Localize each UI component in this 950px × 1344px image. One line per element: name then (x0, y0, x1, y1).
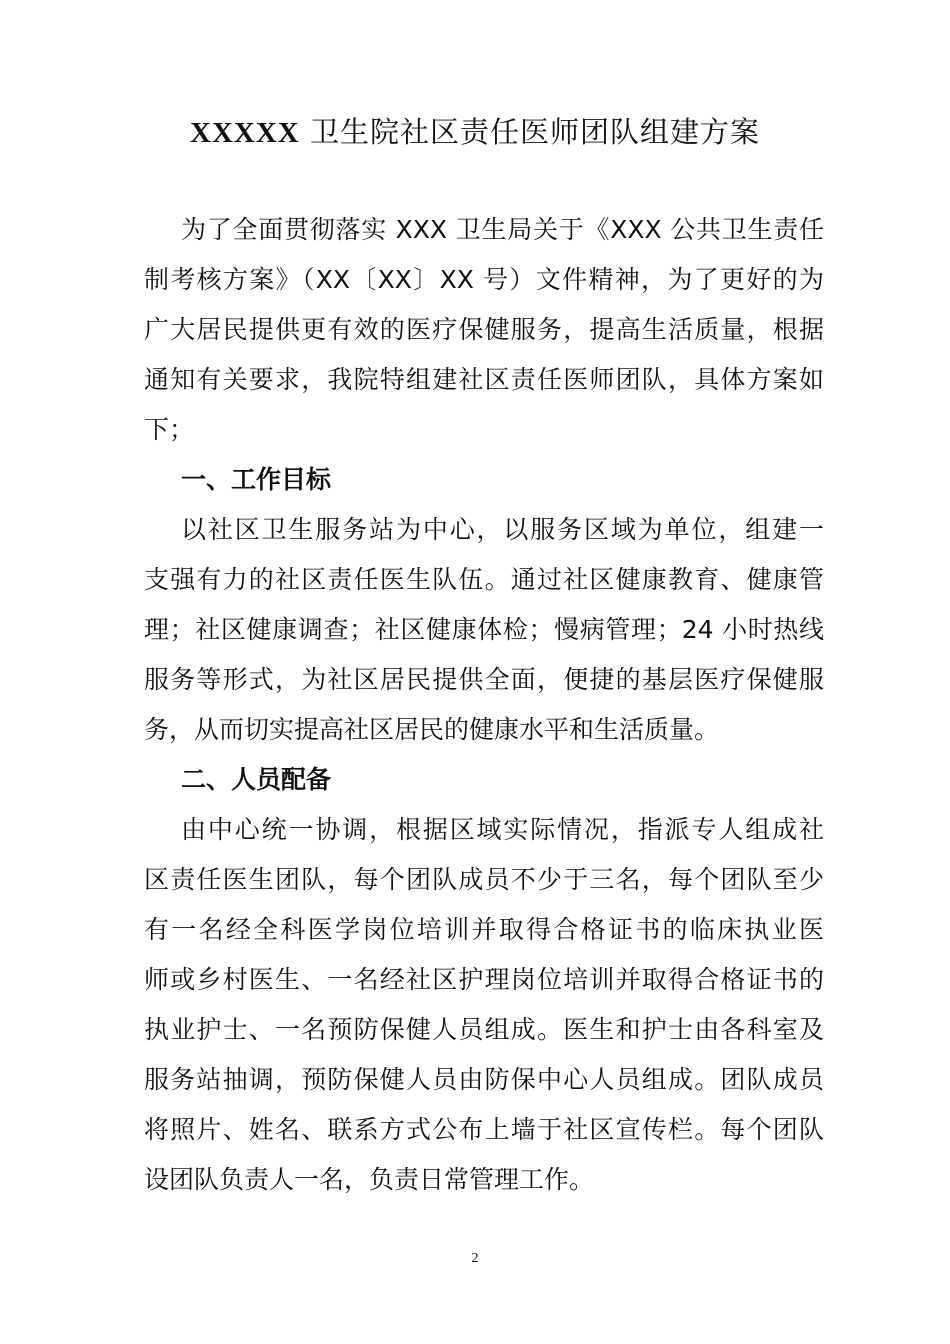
title-main: 卫生院社区责任医师团队组建方案 (309, 115, 760, 149)
section2-line: 设团队负责人一名，负责日常管理工作。 (144, 1165, 595, 1194)
section1-line: 理；社区健康调查；社区健康体检；慢病管理；24 小时热线 (144, 615, 824, 644)
section1-line: 以社区卫生服务站为中心，以服务区域为单位，组建一 (181, 515, 824, 544)
intro-line: 通知有关要求，我院特组建社区责任医师团队，具体方案如 (144, 365, 824, 394)
document-title (0, 112, 950, 153)
section2-line: 服务站抽调，预防保健人员由防保中心人员组成。团队成员 (144, 1065, 824, 1094)
intro-line: 下； (144, 415, 195, 444)
section1-line: 务，从而切实提高社区居民的健康水平和生活质量。 (144, 715, 720, 744)
section2-line: 区责任医生团队，每个团队成员不少于三名，每个团队至少 (144, 865, 824, 894)
section2-line: 师或乡村医生、一名经社区护理岗位培训并取得合格证书的 (144, 965, 824, 994)
page-number: 2 (471, 1251, 479, 1266)
section1-heading: 一、工作目标 (181, 465, 332, 494)
intro-line: 制考核方案》（XX〔XX〕XX 号）文件精神，为了更好的为 (144, 265, 824, 294)
section2-heading: 二、人员配备 (181, 765, 332, 794)
intro-line: 为了全面贯彻落实 XXX 卫生局关于《XXX 公共卫生责任 (181, 215, 824, 244)
title-prefix: XXXXX (190, 117, 300, 149)
intro-line: 广大居民提供更有效的医疗保健服务，提高生活质量，根据 (144, 315, 824, 344)
section1-line: 支强有力的社区责任医生队伍。通过社区健康教育、健康管 (144, 565, 824, 594)
section1-line: 服务等形式，为社区居民提供全面，便捷的基层医疗保健服 (144, 665, 824, 694)
section2-line: 由中心统一协调，根据区域实际情况，指派专人组成社 (181, 815, 824, 844)
intro-paragraph (144, 205, 824, 1205)
section2-line: 将照片、姓名、联系方式公布上墙于社区宣传栏。每个团队 (144, 1115, 824, 1144)
section2-line: 有一名经全科医学岗位培训并取得合格证书的临床执业医 (144, 915, 824, 944)
section2-line: 执业护士、一名预防保健人员组成。医生和护士由各科室及 (144, 1015, 824, 1044)
